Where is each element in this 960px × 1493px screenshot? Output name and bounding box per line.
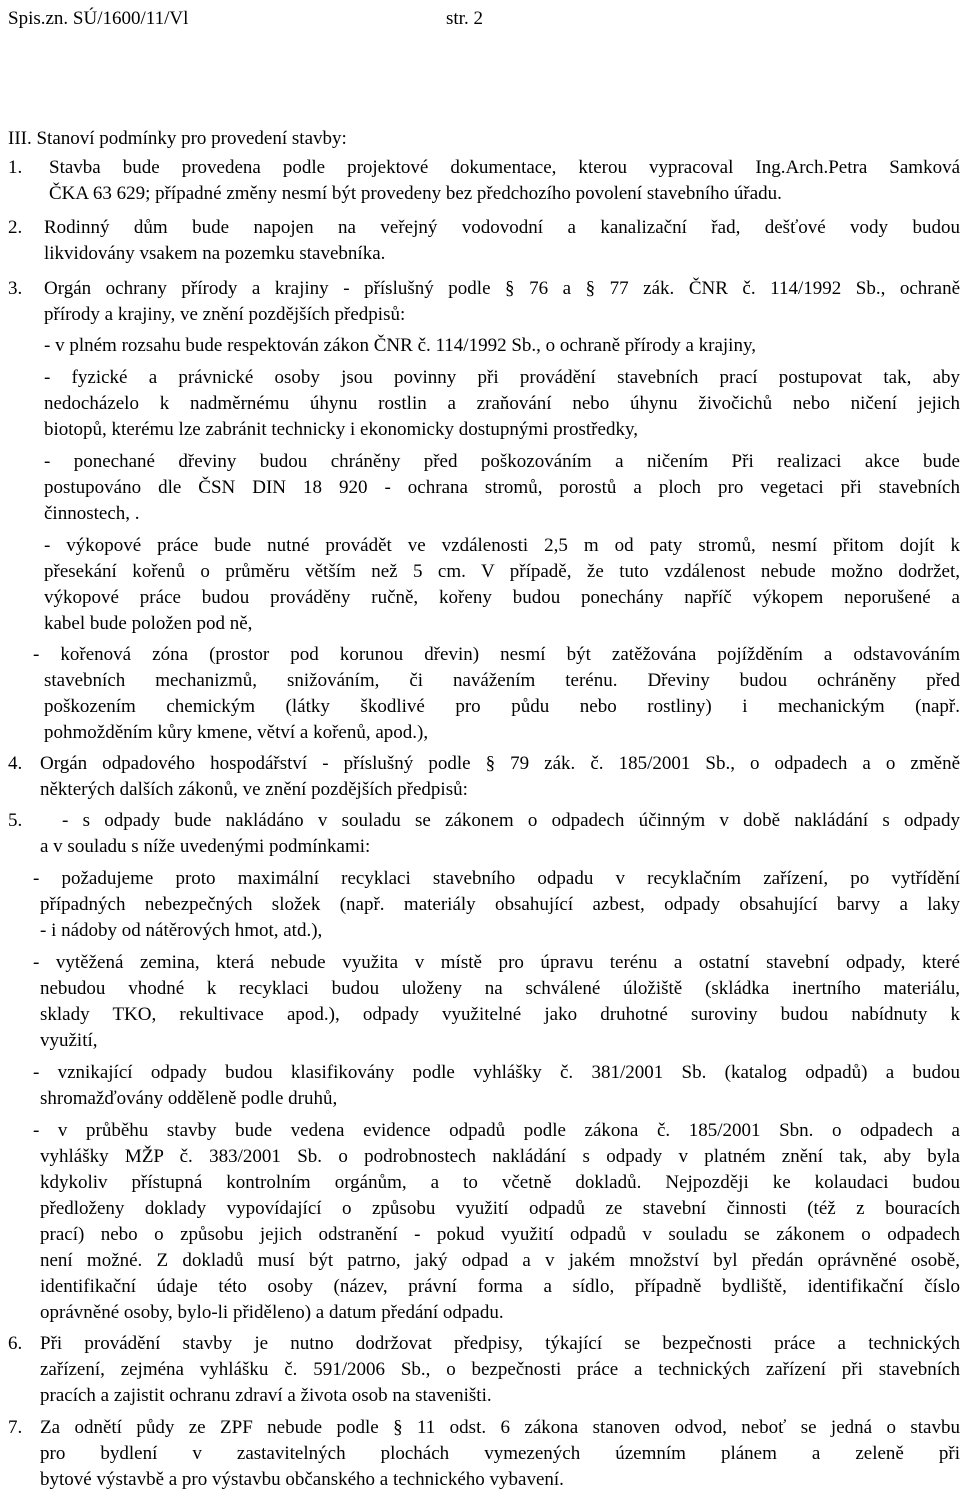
item-text-line: - výkopové práce bude nutné provádět ve vzdálenosti 2,5 m od paty stromů, nesmí přitom dojít k: [44, 535, 960, 556]
item-text-line: kdykoliv přístupná kontrolním orgánům, a to včetně dokladů. Nejpozději ke kolaudaci budou: [40, 1172, 960, 1193]
item-text-line: zařízení, zejména vyhlášku č. 591/2006 Sb., o bezpečnosti práce a technických zařízení při stavebních: [40, 1359, 960, 1380]
item-text-line: stavebních mechanizmů, snižováním, či navážením terénu. Dřeviny budou ochráněny před: [44, 670, 960, 691]
item-text-line: vyhlášky MŽP č. 383/2001 Sb. o podrobnostech nakládání s odpady v platném znění tak, aby byla: [40, 1146, 960, 1167]
item-number: 3.: [8, 278, 23, 299]
item-text-line: není možné. Z dokladů musí být patrno, jaký odpad a v jakém množství byl předán oprávněné osobě,: [40, 1250, 960, 1271]
header-reference: Spis.zn. SÚ/1600/11/Vl: [8, 8, 189, 29]
item-text-line: bytové výstavbě a pro výstavbu občanského a technického vybavení.: [40, 1469, 564, 1490]
item-number: 4.: [8, 753, 23, 774]
item-number: 7.: [8, 1417, 23, 1438]
item-text-line: pro bydlení v zastavitelných plochách vymezených územním plánem a zeleně při: [40, 1443, 960, 1464]
item-text-line: sklady TKO, rekultivace apod.), odpady využitelné jako druhotné suroviny budou nabídnuty k: [40, 1004, 960, 1025]
item-text-line: výkopové práce budou prováděny ručně, kořeny budou ponechány napříč výkopem neporušené a: [44, 587, 960, 608]
item-text-line: - i nádoby od nátěrových hmot, atd.),: [40, 920, 323, 941]
item-text-line: Orgán odpadového hospodářství - příslušný podle § 79 zák. č. 185/2001 Sb., o odpadech a o změně: [40, 753, 960, 774]
item-text-line: - fyzické a právnické osoby jsou povinny při provádění stavebních prací postupovat tak, aby: [44, 367, 960, 388]
item-text-line: případných nebezpečných složek (např. materiály obsahující azbest, odpady obsahující barvy a laky: [40, 894, 960, 915]
item-text-line: nedocházelo k nadměrnému úhynu rostlin a zraňování nebo úhynu živočichů nebo ničení jejich: [44, 393, 960, 414]
item-text-line: využití,: [40, 1030, 98, 1051]
item-text-line: biotopů, kterému lze zabránit technicky i ekonomicky dostupnými prostředky,: [44, 419, 638, 440]
item-text-line: postupováno dle ČSN DIN 18 920 - ochrana stromů, porostů a ploch pro vegetaci při stavebních: [44, 477, 960, 498]
item-text-line: Rodinný dům bude napojen na veřejný vodovodní a kanalizační řad, dešťové vody budou: [44, 217, 960, 238]
item-number: 1.: [8, 157, 23, 178]
item-text-line: nebudou vhodné k recyklaci budou uloženy na schválené úložiště (skládka inertního materiálu,: [40, 978, 960, 999]
item-text-line: - vytěžená zemina, která nebude využita v místě pro úpravu terénu a ostatní stavební odpady, které: [33, 952, 960, 973]
item-text-line: identifikační údaje této osoby (název, právní forma a sídlo, případně bydliště, identifikační číslo: [40, 1276, 960, 1297]
item-text-line: oprávněné osoby, bylo-li přiděleno) a datum předání odpadu.: [40, 1302, 504, 1323]
item-text-line: poškozením chemickým (látky škodlivé pro půdu nebo rostliny) i mechanickým (např.: [44, 696, 960, 717]
header-page-number: str. 2: [446, 8, 483, 29]
item-text-line: - požadujeme proto maximální recyklaci stavebního odpadu v recyklačním zařízení, po vytřídění: [33, 868, 960, 889]
item-text-line: likvidovány vsakem na pozemku stavebníka.: [44, 243, 386, 264]
item-text-line: činnostech, .: [44, 503, 140, 524]
item-text-line: - vznikající odpady budou klasifikovány podle vyhlášky č. 381/2001 Sb. (katalog odpadů) a budou: [33, 1062, 960, 1083]
item-text-line: shromažďovány odděleně podle druhů,: [40, 1088, 338, 1109]
item-text-line: - kořenová zóna (prostor pod korunou dřevin) nesmí být zatěžována pojížděním a odstavováním: [33, 644, 960, 665]
item-text-line: Za odnětí půdy ze ZPF nebude podle § 11 odst. 6 zákona stanoven odvod, neboť se jedná o stavbu: [40, 1417, 960, 1438]
item-text-line: Při provádění stavby je nutno dodržovat předpisy, týkající se bezpečnosti práce a technických: [40, 1333, 960, 1354]
item-number: 5.: [8, 810, 23, 831]
item-text-line: přesekání kořenů o průměru větším než 5 cm. V případě, že tuto vzdálenost nebude možno dodržet,: [44, 561, 960, 582]
item-text-line: kabel bude položen pod ně,: [44, 613, 253, 634]
item-text-line: - s odpady bude nakládáno v souladu se zákonem o odpadech účinným v době nakládání s odpady: [62, 810, 960, 831]
item-text-line: - v plném rozsahu bude respektován zákon ČNR č. 114/1992 Sb., o ochraně přírody a krajiny,: [44, 335, 756, 356]
item-text-line: Orgán ochrany přírody a krajiny - příslušný podle § 76 a § 77 zák. ČNR č. 114/1992 Sb., ochraně: [44, 278, 960, 299]
item-number: 2.: [8, 217, 23, 238]
item-text-line: - v průběhu stavby bude vedena evidence odpadů podle zákona č. 185/2001 Sbn. o odpadech a: [33, 1120, 960, 1141]
item-text-line: ČKA 63 629; případné změny nesmí být provedeny bez předchozího povolení stavebního úřadu.: [49, 183, 782, 204]
item-text-line: - ponechané dřeviny budou chráněny před poškozováním a ničením Při realizaci akce bude: [44, 451, 960, 472]
item-text-line: Stavba bude provedena podle projektové dokumentace, kterou vypracoval Ing.Arch.Petra Samková: [49, 157, 960, 178]
section-title: III. Stanoví podmínky pro provedení stavby:: [8, 128, 347, 149]
item-text-line: přírody a krajiny, ve znění pozdějších předpisů:: [44, 304, 406, 325]
item-text-line: a v souladu s níže uvedenými podmínkami:: [40, 836, 371, 857]
item-text-line: pohmožděním kůry kmene, větví a kořenů, apod.),: [44, 722, 429, 743]
item-text-line: prací) nebo o způsobu jejich odstranění - pokud využití odpadů v souladu se zákonem o odpadech: [40, 1224, 960, 1245]
item-text-line: pracích a zajistit ochranu zdraví a života osob na staveništi.: [40, 1385, 492, 1406]
item-number: 6.: [8, 1333, 23, 1354]
item-text-line: některých dalších zákonů, ve znění pozdějších předpisů:: [40, 779, 468, 800]
item-text-line: předloženy doklady vypovídající o způsobu využití odpadů ze stavební činnosti (též z bouracích: [40, 1198, 960, 1219]
